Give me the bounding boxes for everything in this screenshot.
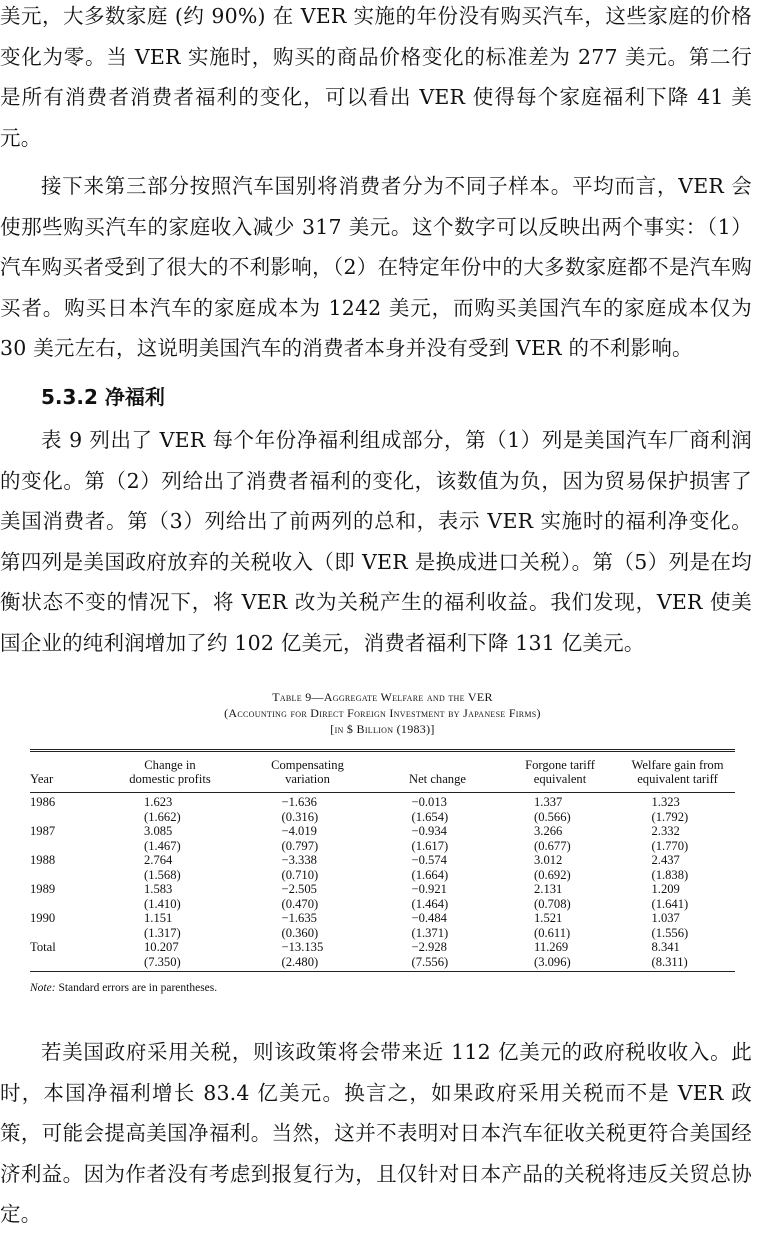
value-text: −0.574 [411, 853, 447, 867]
row-year: Total [30, 940, 56, 954]
cell-value [620, 940, 735, 955]
cell-standard-error [500, 810, 620, 825]
se-text: (7.556) [411, 954, 449, 969]
header-year: Year [30, 772, 54, 786]
table-units: [in $ Billion (1983)] [330, 722, 435, 736]
cell-standard-error [375, 926, 500, 941]
value-text: −1.636 [281, 795, 317, 809]
cell-standard-error [620, 926, 735, 941]
cell-standard-error [620, 868, 735, 883]
se-text: (1.568) [144, 867, 181, 882]
cell-standard-error [375, 810, 500, 825]
cell-value [375, 824, 500, 839]
cell-standard-error [100, 868, 240, 883]
row-year-empty [30, 868, 100, 883]
cell-standard-error [100, 955, 240, 970]
table-row-se [30, 897, 735, 912]
table-row [30, 940, 735, 955]
cell-value [620, 882, 735, 897]
paragraph-4: 若美国政府采用关税，则该政策将会带来近 112 亿美元的政府税收收入。此时，本国净福利增长 83.4 亿美元。换言之，如果政府采用关税而不是 VER 政策，可能会提高美国净福利。当然，这并不表明对日本汽车征收关税更符合美国经济利益。因为作者没有考虑到报复行为，且仅针对日本产品的关税将违反关贸总协定。 [0, 1040, 752, 1226]
cell-value [375, 940, 500, 955]
cell-standard-error [620, 810, 735, 825]
row-year: 1989 [30, 882, 56, 896]
header-col1-line1: Change in [144, 758, 196, 772]
value-text: 2.131 [534, 882, 563, 896]
cell-value [240, 795, 375, 810]
paragraph-3: 表 9 列出了 VER 每个年份净福利组成部分，第（1）列是美国汽车厂商利润的变化。第（2）列给出了消费者福利的变化，该数值为负，因为贸易保护损害了美国消费者。第（3）列给出了前两列的总和，表示 VER 实施时的福利净变化。第四列是美国政府放弃的关税收入（即 VER 是换成进口关税）。第（5）列是在均衡状态不变的情况下，将 VER 改为关税产生的福利收益。我们发现，VER 使美国企业的纯利润增加了约 102 亿美元，消费者福利下降 131 亿美元。 [0, 428, 752, 655]
value-text: 10.207 [144, 940, 179, 954]
header-forgone-tariff [500, 752, 620, 793]
value-text: 1.337 [534, 795, 563, 809]
value-text: −1.635 [281, 911, 317, 925]
cell-standard-error [620, 897, 735, 912]
table-bottom-rule [30, 969, 735, 972]
header-col5-line1: Welfare gain from [631, 758, 724, 772]
table-body [30, 795, 735, 969]
cell-value [500, 853, 620, 868]
se-text: (1.792) [651, 809, 689, 824]
cell-value [240, 911, 375, 926]
header-col1-line2: domestic profits [129, 772, 211, 786]
table-row-se [30, 868, 735, 883]
table-row-se [30, 926, 735, 941]
cell-standard-error [240, 897, 375, 912]
cell-standard-error [100, 810, 240, 825]
cell-value [500, 795, 620, 810]
table-data [30, 752, 735, 972]
cell-standard-error [240, 810, 375, 825]
cell-value [375, 853, 500, 868]
se-text: (0.710) [281, 867, 319, 882]
value-text: 1.323 [651, 795, 680, 809]
se-text: (1.770) [651, 838, 689, 853]
header-compensating-variation [240, 752, 375, 793]
value-text: 11.269 [534, 940, 569, 954]
header-welfare-gain [620, 752, 735, 793]
value-text: −0.934 [411, 824, 447, 838]
cell-standard-error [375, 868, 500, 883]
note-label: Note: [30, 982, 56, 994]
header-col4-line2: equivalent [533, 772, 587, 786]
value-text: 8.341 [651, 940, 680, 954]
table-row-se [30, 810, 735, 825]
cell-standard-error [375, 897, 500, 912]
se-text: (1.410) [144, 896, 181, 911]
cell-value [240, 853, 375, 868]
cell-value [100, 824, 240, 839]
cell-standard-error [240, 839, 375, 854]
se-text: (0.566) [534, 809, 571, 824]
se-text: (1.617) [411, 838, 449, 853]
se-text: (0.360) [281, 925, 319, 940]
se-text: (1.662) [144, 809, 181, 824]
se-text: (1.838) [651, 867, 689, 882]
cell-standard-error [620, 955, 735, 970]
value-text: 2.437 [651, 853, 680, 867]
row-year: 1986 [30, 795, 56, 809]
paragraph-1: 美元，大多数家庭 (约 90%) 在 VER 实施的年份没有购买汽车，这些家庭的价格变化为零。当 VER 实施时，购买的商品价格变化的标准差为 277 美元。第二行是所有消费者消费者福利的变化，可以看出 VER 使得每个家庭福利下降 41 美元。 [0, 4, 752, 150]
cell-value [100, 911, 240, 926]
cell-value [620, 795, 735, 810]
table-header-row [30, 752, 735, 793]
row-year-empty [30, 839, 100, 854]
se-text: (1.641) [651, 896, 689, 911]
value-text: −13.135 [281, 940, 324, 954]
row-year: 1987 [30, 824, 56, 838]
cell-value [500, 882, 620, 897]
value-text: 3.012 [534, 853, 563, 867]
se-text: (2.480) [281, 954, 319, 969]
se-text: (1.664) [411, 867, 449, 882]
table-row [30, 911, 735, 926]
header-col2-line1: Compensating [271, 758, 344, 772]
value-text: 1.037 [651, 911, 680, 925]
table-row [30, 824, 735, 839]
se-text: (0.677) [534, 838, 571, 853]
cell-value [100, 940, 240, 955]
cell-value [100, 882, 240, 897]
cell-standard-error [240, 926, 375, 941]
cell-value [375, 882, 500, 897]
value-text: 1.209 [651, 882, 680, 896]
table-row-se [30, 839, 735, 854]
se-text: (0.692) [534, 867, 571, 882]
se-text: (0.797) [281, 838, 319, 853]
value-text: −2.505 [281, 882, 317, 896]
cell-value [100, 853, 240, 868]
se-text: (1.467) [144, 838, 181, 853]
cell-value [500, 911, 620, 926]
se-text: (0.470) [281, 896, 319, 911]
cell-standard-error [500, 839, 620, 854]
table-row [30, 853, 735, 868]
cell-standard-error [620, 839, 735, 854]
table-9 [30, 689, 735, 995]
row-year-empty [30, 810, 100, 825]
cell-standard-error [100, 839, 240, 854]
value-text: −0.013 [411, 795, 447, 809]
cell-standard-error [240, 868, 375, 883]
row-year-empty [30, 897, 100, 912]
cell-standard-error [100, 926, 240, 941]
header-col2-line2: variation [285, 772, 330, 786]
cell-value [620, 911, 735, 926]
row-year: 1988 [30, 853, 56, 867]
header-net-change: Net change [409, 772, 466, 786]
cell-value [375, 911, 500, 926]
header-col5-line2: equivalent tariff [637, 772, 718, 786]
cell-value [375, 795, 500, 810]
cell-value [500, 824, 620, 839]
se-text: (0.611) [534, 925, 571, 940]
value-text: −3.338 [281, 853, 317, 867]
value-text: 1.623 [144, 795, 173, 809]
cell-standard-error [375, 839, 500, 854]
cell-standard-error [375, 955, 500, 970]
cell-value [240, 940, 375, 955]
header-domestic-profits [100, 752, 240, 793]
se-text: (1.556) [651, 925, 689, 940]
section-heading: 5.3.2 净福利 [41, 385, 165, 409]
table-note [30, 981, 735, 995]
value-text: 2.764 [144, 853, 173, 867]
paragraph-2: 接下来第三部分按照汽车国别将消费者分为不同子样本。平均而言，VER 会使那些购买汽车的家庭收入减少 317 美元。这个数字可以反映出两个事实：（1）汽车购买者受到了很大的不利影响，（2）在特定年份中的大多数家庭都不是汽车购买者。购买日本汽车的家庭成本为 1242 美元，而购买美国汽车的家庭成本仅为 30 美元左右，这说明美国汽车的消费者本身并没有受到 VER 的不利影响。 [0, 174, 752, 360]
note-text: Standard errors are in parentheses. [55, 982, 218, 994]
cell-value [620, 824, 735, 839]
table-row-se [30, 955, 735, 970]
se-text: (1.654) [411, 809, 449, 824]
se-text: (3.096) [534, 954, 571, 969]
table-subtitle: (Accounting for Direct Foreign Investment by Japanese Firms) [224, 706, 541, 720]
se-text: (8.311) [651, 954, 688, 969]
table-row [30, 882, 735, 897]
row-year-empty [30, 955, 100, 970]
row-year: 1990 [30, 911, 56, 925]
cell-standard-error [100, 897, 240, 912]
header-col4-line1: Forgone tariff [525, 758, 595, 772]
cell-value [620, 853, 735, 868]
value-text: −4.019 [281, 824, 317, 838]
cell-standard-error [500, 955, 620, 970]
se-text: (1.317) [144, 925, 181, 940]
value-text: 2.332 [651, 824, 680, 838]
se-text: (0.316) [281, 809, 319, 824]
se-text: (0.708) [534, 896, 571, 911]
value-text: 1.151 [144, 911, 173, 925]
value-text: 1.583 [144, 882, 173, 896]
row-year-empty [30, 926, 100, 941]
table-row [30, 795, 735, 810]
cell-value [240, 824, 375, 839]
cell-value [500, 940, 620, 955]
cell-standard-error [500, 926, 620, 941]
cell-value [100, 795, 240, 810]
se-text: (7.350) [144, 954, 181, 969]
cell-standard-error [500, 868, 620, 883]
cell-standard-error [500, 897, 620, 912]
cell-standard-error [240, 955, 375, 970]
se-text: (1.464) [411, 896, 449, 911]
value-text: −2.928 [411, 940, 447, 954]
cell-value [240, 882, 375, 897]
table-title: Table 9—Aggregate Welfare and the VER [272, 690, 493, 704]
value-text: 3.085 [144, 824, 173, 838]
value-text: −0.921 [411, 882, 447, 896]
se-text: (1.371) [411, 925, 449, 940]
value-text: −0.484 [411, 911, 447, 925]
value-text: 1.521 [534, 911, 563, 925]
value-text: 3.266 [534, 824, 563, 838]
